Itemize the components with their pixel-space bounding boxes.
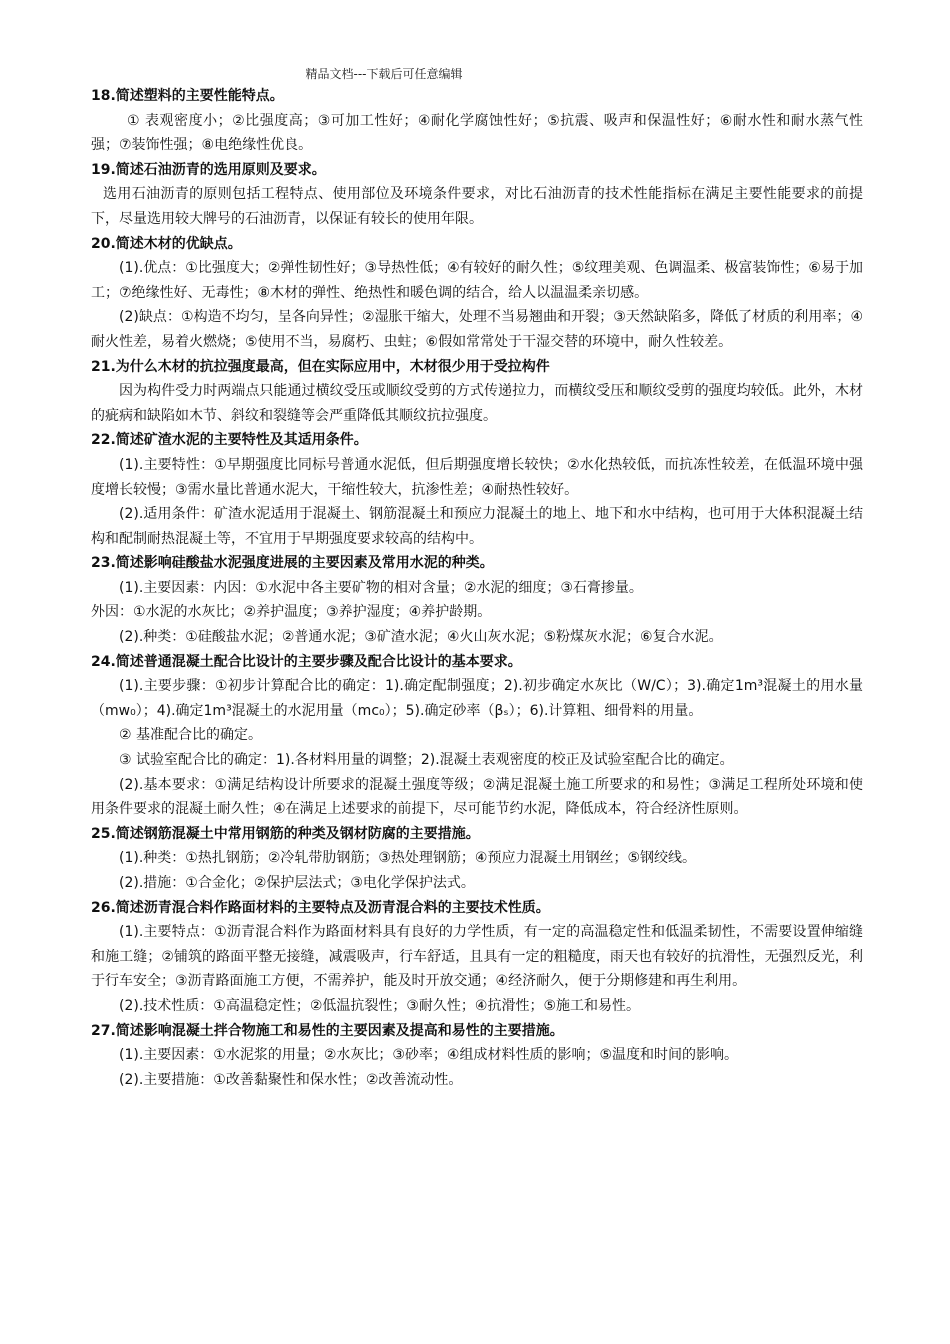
answer-paragraph: (1).主要特性：①早期强度比同标号普通水泥低，但后期强度增长较快；②水化热较低，而抗冻性较差，在低温环境中强度增长较慢；③需水量比普通水泥大，干缩性较大，抗渗性差；④耐热性较好。: [91, 456, 863, 498]
question-heading: 23.简述影响硅酸盐水泥强度进展的主要因素及常用水泥的种类。: [91, 555, 494, 572]
answer-paragraph: 因为构件受力时两端点只能通过横纹受压或顺纹受剪的方式传递拉力，而横纹受压和顺纹受剪的强度均较低。此外，木材的疵病和缺陷如木节、斜纹和裂缝等会严重降低其顺纹抗拉强度。: [91, 383, 863, 424]
question-section: [91, 355, 863, 429]
document-body: [91, 84, 863, 1092]
question-heading: 24.简述普通混凝土配合比设计的主要步骤及配合比设计的基本要求。: [91, 653, 522, 670]
answer-paragraph: (2).基本要求：①满足结构设计所要求的混凝土强度等级；②满足混凝土施工所要求的和易性；③满足工程所处环境和使用条件要求的混凝土耐久性；④在满足上述要求的前提下，尽可能节约水泥，降低成本，符合经济性原则。: [91, 776, 863, 818]
question-heading: 27.简述影响混凝土拌合物施工和易性的主要因素及提高和易性的主要措施。: [91, 1022, 564, 1039]
answer-paragraph: 选用石油沥青的原则包括工程特点、使用部位及环境条件要求，对比石油沥青的技术性能指标在满足主要性能要求的前提下，尽量选用较大牌号的石油沥青，以保证有较长的使用年限。: [91, 186, 863, 227]
question-heading: 25.简述钢筋混凝土中常用钢筋的种类及钢材防腐的主要措施。: [91, 825, 480, 842]
answer-paragraph: ① 表观密度小；②比强度高；③可加工性好；④耐化学腐蚀性好；⑤抗震、吸声和保温性好；⑥耐水性和耐水蒸气性强；⑦装饰性强；⑧电绝缘性优良。: [91, 112, 863, 154]
answer-paragraph: (1).主要因素：①水泥浆的用量；②水灰比；③砂率；④组成材料性质的影响；⑤温度和时间的影响。: [119, 1047, 739, 1064]
question-section: [91, 158, 863, 232]
question-section: [91, 551, 863, 649]
question-section: [91, 84, 863, 158]
question-heading: 26.简述沥青混合料作路面材料的主要特点及沥青混合料的主要技术性质。: [91, 899, 550, 916]
question-heading: 18.简述塑料的主要性能特点。: [91, 88, 284, 104]
answer-paragraph: ② 基准配合比的确定。: [119, 727, 263, 744]
question-section: [91, 232, 863, 355]
question-section: [91, 428, 863, 551]
answer-paragraph: (1).种类：①热扎钢筋；②冷轧带肋钢筋；③热处理钢筋；④预应力混凝土用钢丝；⑤钢绞线。: [119, 850, 697, 867]
question-section: [91, 822, 863, 896]
question-section: [91, 896, 863, 1019]
answer-paragraph: (1).主要因素：内因：①水泥中各主要矿物的相对含量；②水泥的细度；③石膏掺量。: [119, 579, 643, 596]
answer-paragraph: (2).适用条件：矿渣水泥适用于混凝土、钢筋混凝土和预应力混凝土的地上、地下和水中结构，也可用于大体积混凝土结构和配制耐热混凝土等，不宜用于早期强度要求较高的结构中。: [91, 506, 863, 547]
question-heading: 19.简述石油沥青的选用原则及要求。: [91, 161, 326, 178]
answer-paragraph: (2).措施：①合金化；②保护层法式；③电化学保护法式。: [119, 875, 475, 891]
answer-paragraph: (1).优点：①比强度大；②弹性韧性好；③导热性低；④有较好的耐久性；⑤纹理美观、色调温柔、极富装饰性；⑥易于加工；⑦绝缘性好、无毒性；⑧木材的弹性、绝热性和暖色调的结合，给人以温温柔亲切感。: [91, 260, 863, 301]
answer-paragraph: (1).主要特点：①沥青混合料作为路面材料具有良好的力学性质，有一定的高温稳定性和低温柔韧性，不需要设置伸缩缝和施工缝；②铺筑的路面平整无接缝，减震吸声，行车舒适，且具有一定的粗糙度，雨天也有较好的抗滑性，无强烈反光，利于行车安全；③沥青路面施工方便，不需养护，能及时开放交通；④经济耐久，便于分期修建和再生利用。: [91, 924, 863, 990]
question-heading: 22.简述矿渣水泥的主要特性及其适用条件。: [91, 432, 368, 449]
answer-paragraph: (1).主要步骤：①初步计算配合比的确定：1).确定配制强度；2).初步确定水灰比（W/C）；3).确定1m³混凝土的用水量（mw₀）；4).确定1m³混凝土的水泥用量（mc₀）；5).确定砂率（βₛ）；6).计算粗、细骨料的用量。: [91, 678, 863, 719]
question-heading: 21.为什么木材的抗拉强度最高，但在实际应用中，木材很少用于受拉构件: [91, 358, 550, 375]
answer-paragraph: 外因：①水泥的水灰比；②养护温度；③养护湿度；④养护龄期。: [91, 604, 492, 621]
answer-paragraph: (2).主要措施：①改善黏聚性和保水性；②改善流动性。: [119, 1071, 463, 1088]
answer-paragraph: ③ 试验室配合比的确定：1).各材料用量的调整；2).混凝土表观密度的校正及试验室配合比的确定。: [119, 752, 734, 769]
answer-paragraph: (2).技术性质：①高温稳定性；②低温抗裂性；③耐久性；④抗滑性；⑤施工和易性。: [119, 997, 641, 1014]
answer-paragraph: (2)缺点：①构造不均匀，呈各向异性；②湿胀干缩大，处理不当易翘曲和开裂；③天然缺陷多，降低了材质的利用率；④耐火性差，易着火燃烧；⑤使用不当，易腐朽、虫蛀；⑥假如常常处于干湿交替的环境中，耐久性较差。: [91, 309, 863, 350]
page-header: 精品文档---下载后可任意编辑: [305, 67, 463, 81]
question-section: [91, 1019, 863, 1093]
answer-paragraph: (2).种类：①硅酸盐水泥；②普通水泥；③矿渣水泥；④火山灰水泥；⑤粉煤灰水泥；⑥复合水泥。: [119, 629, 723, 646]
question-heading: 20.简述木材的优缺点。: [91, 235, 242, 252]
question-section: [91, 650, 863, 822]
